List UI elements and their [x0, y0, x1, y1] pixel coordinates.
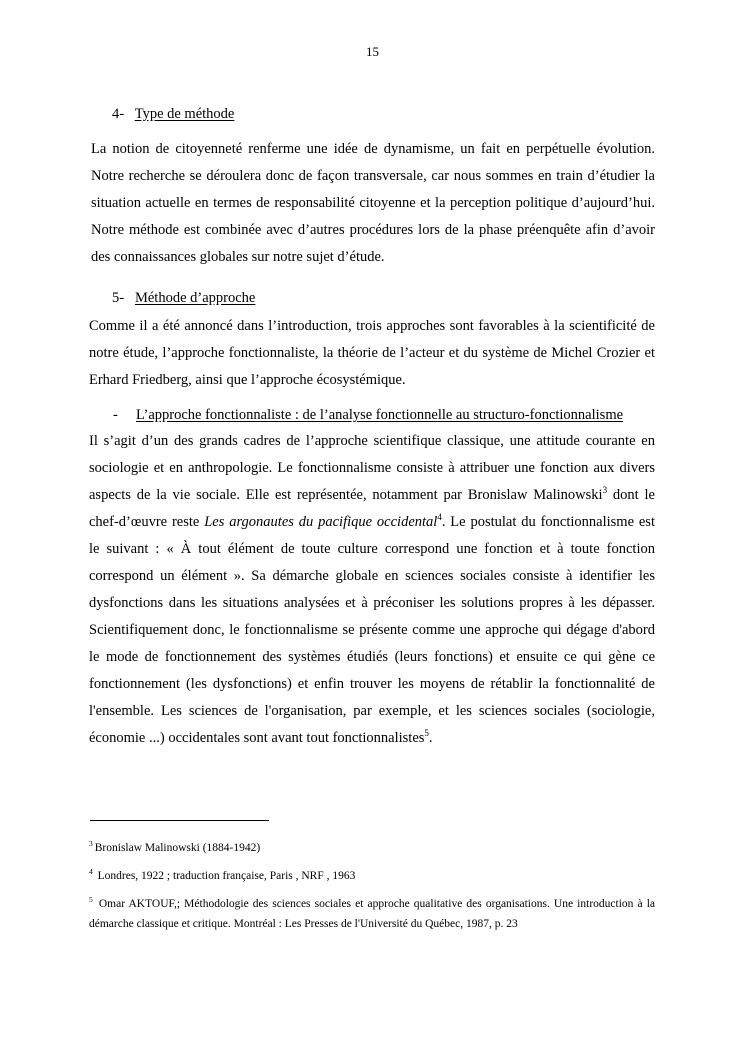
subsection-title: L’approche fonctionnaliste : de l’analyse fonctionnelle au structuro-fonctionnalisme — [135, 407, 624, 423]
section-4-title: Type de méthode — [134, 106, 235, 122]
functionalism-text-part2: dont le chef-d’œuvre reste — [89, 487, 655, 530]
footnote-5-number: 5 — [89, 895, 93, 904]
section-5-paragraph: Comme il a été annoncé dans l’introduction, trois approches sont favorables à la scientificité de notre étude, l’approche fonctionnaliste, la théorie de l’acteur et du système de Michel Crozier et Erhard Friedberg, ainsi que l’approche écosystémique. — [89, 318, 655, 388]
footnote-3-text: Bronislaw Malinowski (1884-1942) — [94, 842, 261, 854]
footnote-ref-3[interactable]: 3 — [602, 485, 608, 495]
functionalism-text-part1: Il s’agit d’un des grands cadres de l’approche scientifique classique, une attitude courante en sociologie et en anthropologie. Le fonctionnalisme consiste à attribuer une fonction aux divers aspects de la vie sociale. Elle est représentée, notamment par Bronislaw Malinowski — [89, 433, 655, 503]
section-5-heading — [112, 288, 255, 308]
footnote-3-number: 3 — [89, 839, 93, 848]
section-5-title: Méthode d’approche — [134, 290, 256, 306]
footnote-ref-5[interactable]: 5 — [424, 728, 429, 738]
section-5-number: 5- — [112, 290, 125, 306]
page-number: 15 — [366, 44, 379, 59]
footnote-ref-4[interactable]: 4 — [437, 512, 442, 522]
section-4-heading — [112, 104, 234, 124]
footnote-4-text: Londres, 1922 ; traduction française, Paris , NRF , 1963 — [94, 870, 356, 882]
section-4-number: 4- — [112, 106, 125, 122]
footnote-4-number: 4 — [89, 867, 93, 876]
footnote-divider — [90, 820, 269, 821]
footnote-5-text: Omar AKTOUF,; Méthodologie des sciences sociales et approche qualitative des organisations. Une introduction à la démarche classique et critique. Montréal : Les Presses de l'Université du Québec, 1987, p. 23 — [89, 898, 655, 930]
subsection-heading — [113, 405, 623, 425]
section-4-paragraph: La notion de citoyenneté renferme une idée de dynamisme, un fait en perpétuelle évolution. Notre recherche se déroulera donc de façon transversale, car nous sommes en train d’étudier la situation actuelle en termes de responsabilité citoyenne et la perception politique d’aujourd’hui. Notre méthode est combinée avec d’autres procédures lors de la phase préenquête afin d’avoir des connaissances globales sur notre sujet d’étude. — [91, 141, 655, 265]
functionalism-paragraph — [89, 428, 655, 752]
footnote-3 — [89, 838, 655, 858]
functionalism-text-part3: . Le postulat du fonctionnalisme est le suivant : « À tout élément de toute culture correspond une fonction et à toute fonction correspond un élément ». Sa démarche globale en sciences sociales consiste à identifier les dysfonctions dans les situations analysées et à préconiser les solutions propres à les dépasser. Scientifiquement donc, le fonctionnalisme se présente comme une approche qui dégage d'abord le mode de fonctionnement des systèmes étudiés (leurs fonctions) et ensuite ce qui gène ce fonctionnement (les dysfonctions) et enfin trouver les moyens de rétablir la fonctionnalité de l'ensemble. Les sciences de l'organisation, par exemple, et les sciences sociales (sociologie, économie ...) occidentales sont avant tout fonctionnalistes — [89, 514, 655, 746]
footnote-5 — [89, 894, 655, 934]
book-title: Les argonautes du pacifique occidental — [204, 514, 438, 530]
subsection-bullet: - — [113, 407, 118, 423]
footnote-4 — [89, 866, 655, 886]
functionalism-text-part4: . — [428, 730, 433, 746]
